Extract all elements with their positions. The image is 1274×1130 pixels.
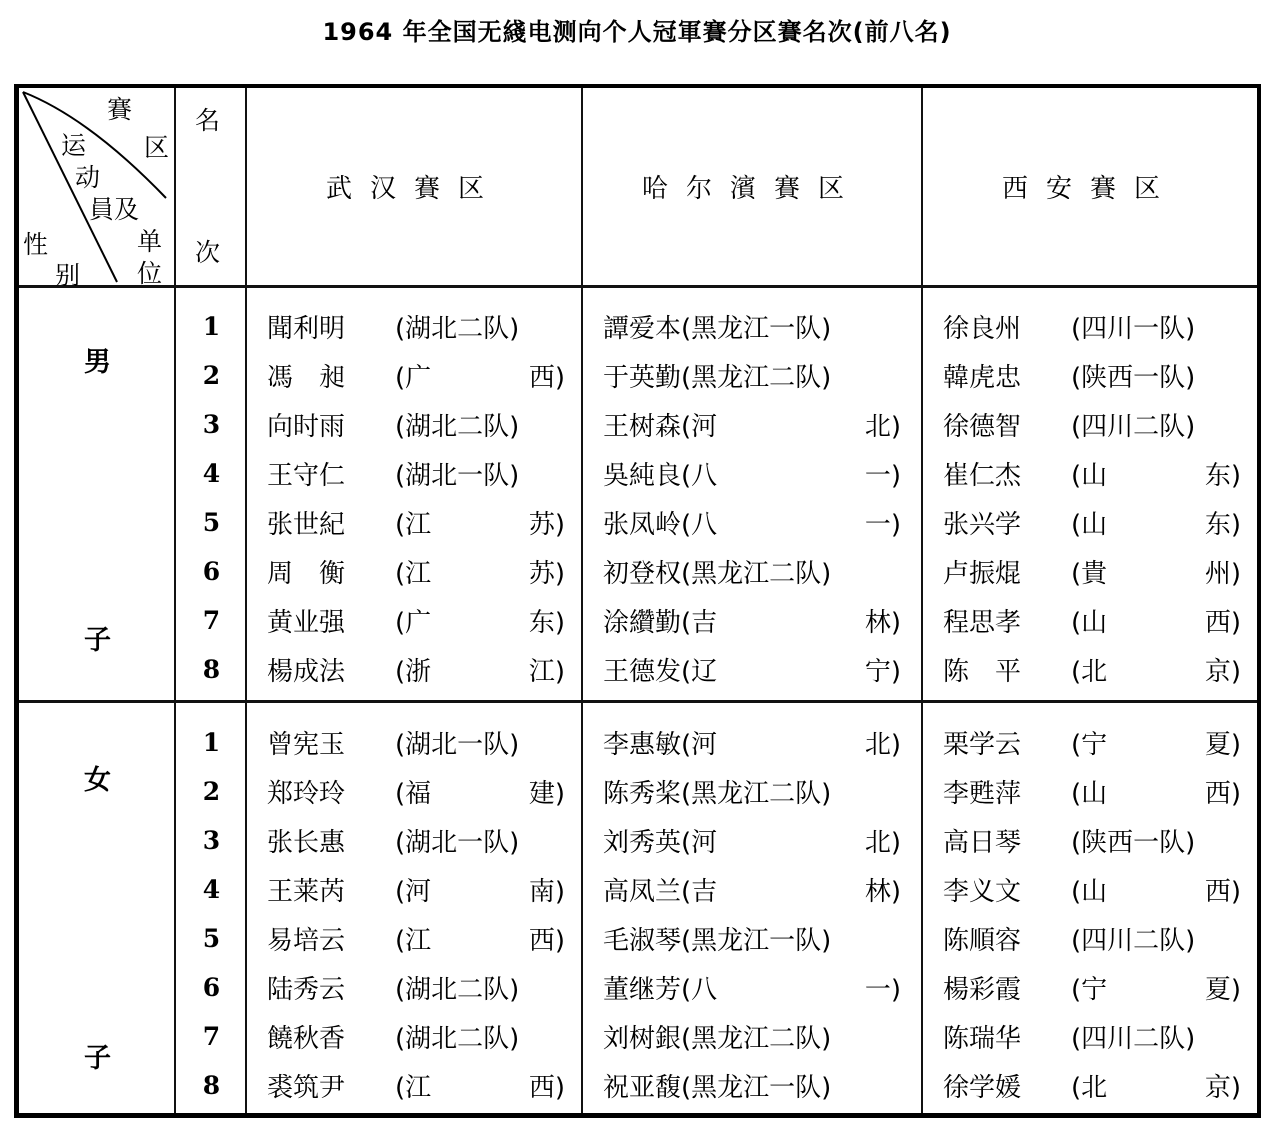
list-item <box>943 302 1243 351</box>
rank: 2 <box>202 777 221 806</box>
athlete-name: 易培云 <box>267 926 346 956</box>
region-header-xian: 西安賽区 <box>1001 174 1178 204</box>
athlete-unit: (宁 <box>1071 730 1108 760</box>
athlete-unit: (貴 <box>1071 559 1108 589</box>
list-item: 王树森 (河 北) <box>603 400 903 449</box>
athlete-unit: (黑龙江一队) <box>681 314 832 344</box>
list-item <box>603 1012 903 1061</box>
list-item <box>267 963 567 1012</box>
list-item <box>603 302 903 351</box>
athlete-name: 涂纘勤 <box>603 608 682 638</box>
athlete-unit: (陕西一队) <box>1071 363 1196 393</box>
corner-unit-1: 单 <box>137 227 163 256</box>
corner-athlete-2: 动 <box>75 163 101 192</box>
athlete-unit: (河 <box>395 877 432 907</box>
male-xian-list <box>943 302 1243 694</box>
list-item <box>267 302 567 351</box>
athlete-name: 祝亚馥 <box>603 1073 682 1103</box>
athlete-name: 陆秀云 <box>267 975 346 1005</box>
athlete-unit: (河 <box>681 412 718 442</box>
athlete-unit: (黑龙江一队) <box>681 1073 832 1103</box>
list-item <box>943 914 1243 963</box>
rank: 4 <box>202 875 221 904</box>
list-item: 陈 平 (北 京) <box>943 645 1243 694</box>
athlete-name: 陈秀桨 <box>603 779 682 809</box>
athlete-unit: (湖北二队) <box>395 1024 520 1054</box>
corner-header <box>19 88 176 290</box>
list-item: 张兴学 (山 东) <box>943 498 1243 547</box>
list-item <box>943 816 1243 865</box>
athlete-unit: (湖北二队) <box>395 314 520 344</box>
female-wuhan-list <box>267 718 567 1110</box>
list-item: 刘秀英 (河 北) <box>603 816 903 865</box>
rank: 5 <box>202 508 221 537</box>
athlete-unit: (山 <box>1071 877 1108 907</box>
athlete-name: 张兴学 <box>943 510 1022 540</box>
list-item <box>267 400 567 449</box>
divider-header <box>19 285 1257 288</box>
athlete-unit: (江 <box>395 926 432 956</box>
athlete-name: 譚爱本 <box>603 314 682 344</box>
rank: 8 <box>202 1071 221 1100</box>
list-item <box>603 1061 903 1110</box>
athlete-unit: (八 <box>681 975 718 1005</box>
region-header-wuhan: 武汉賽区 <box>325 174 502 204</box>
male-harbin-list <box>603 302 903 694</box>
list-item: 楊彩霞 (宁 夏) <box>943 963 1243 1012</box>
rank: 7 <box>202 1022 221 1051</box>
list-item: 卢振焜 (貴 州) <box>943 547 1243 596</box>
list-item: 高凤兰 (吉 林) <box>603 865 903 914</box>
rank: 5 <box>202 924 221 953</box>
athlete-name: 周 衡 <box>267 559 346 589</box>
list-item <box>267 449 567 498</box>
female-ranks <box>176 718 247 1110</box>
rank-header-1: 名 <box>195 106 221 135</box>
athlete-name: 黄业强 <box>267 608 346 638</box>
list-item: 王莱芮 (河 南) <box>267 865 567 914</box>
list-item: 崔仁杰 (山 东) <box>943 449 1243 498</box>
athlete-name: 馮 昶 <box>267 363 346 393</box>
rank-header-2: 次 <box>195 238 221 267</box>
athlete-name: 陈 平 <box>943 657 1022 687</box>
athlete-unit: (山 <box>1071 510 1108 540</box>
athlete-name: 张长惠 <box>267 828 346 858</box>
list-item: 吳純良 (八 一) <box>603 449 903 498</box>
male-wuhan-list <box>267 302 567 694</box>
athlete-unit: (河 <box>681 730 718 760</box>
athlete-name: 徐学媛 <box>943 1073 1022 1103</box>
athlete-name: 饒秋香 <box>267 1024 346 1054</box>
athlete-unit: (黑龙江二队) <box>681 1024 832 1054</box>
athlete-unit: (广 <box>395 608 432 638</box>
male-label-2: 子 <box>84 625 111 656</box>
rank: 1 <box>202 728 221 757</box>
athlete-unit: (北 <box>1071 657 1108 687</box>
athlete-name: 崔仁杰 <box>943 461 1022 491</box>
list-item <box>603 547 903 596</box>
list-item: 郑玲玲 (福 建) <box>267 767 567 816</box>
list-item: 王德发 (辽 宁) <box>603 645 903 694</box>
athlete-name: 郑玲玲 <box>267 779 346 809</box>
athlete-name: 聞利明 <box>267 314 346 344</box>
athlete-name: 高凤兰 <box>603 877 682 907</box>
rank: 3 <box>202 826 221 855</box>
list-item: 徐学媛 (北 京) <box>943 1061 1243 1110</box>
athlete-unit: (湖北一队) <box>395 461 520 491</box>
rank: 2 <box>202 361 221 390</box>
athlete-name: 陈瑞华 <box>943 1024 1022 1054</box>
list-item: 裘筑尹 (江 西) <box>267 1061 567 1110</box>
athlete-unit: (四川二队) <box>1071 412 1196 442</box>
athlete-name: 李义文 <box>943 877 1022 907</box>
list-item <box>267 1012 567 1061</box>
list-item <box>943 1012 1243 1061</box>
athlete-unit: (湖北二队) <box>395 412 520 442</box>
athlete-unit: (北 <box>1071 1073 1108 1103</box>
list-item: 黄业强 (广 东) <box>267 596 567 645</box>
rank: 6 <box>202 557 221 586</box>
rank: 4 <box>202 459 221 488</box>
female-label-2: 子 <box>84 1043 111 1074</box>
athlete-name: 楊彩霞 <box>943 975 1022 1005</box>
divider-wuhan-harbin <box>581 88 583 1113</box>
list-item: 周 衡 (江 苏) <box>267 547 567 596</box>
female-xian-list <box>943 718 1243 1110</box>
athlete-name: 刘秀英 <box>603 828 682 858</box>
athlete-unit: (湖北一队) <box>395 730 520 760</box>
list-item: 楊成法 (浙 江) <box>267 645 567 694</box>
athlete-unit: (福 <box>395 779 432 809</box>
list-item: 易培云 (江 西) <box>267 914 567 963</box>
athlete-name: 曾宪玉 <box>267 730 346 760</box>
list-item: 程思孝 (山 西) <box>943 596 1243 645</box>
athlete-name: 吳純良 <box>603 461 682 491</box>
list-item: 栗学云 (宁 夏) <box>943 718 1243 767</box>
athlete-unit: (山 <box>1071 608 1108 638</box>
male-ranks <box>176 302 247 694</box>
region-header-harbin: 哈尔濱賽区 <box>641 174 862 204</box>
divider-male-female <box>19 700 1257 703</box>
rank: 1 <box>202 312 221 341</box>
athlete-name: 高日琴 <box>943 828 1022 858</box>
athlete-name: 张世紀 <box>267 510 346 540</box>
athlete-name: 董继芳 <box>603 975 682 1005</box>
list-item: 张凤岭 (八 一) <box>603 498 903 547</box>
athlete-unit: (江 <box>395 510 432 540</box>
athlete-name: 王莱芮 <box>267 877 346 907</box>
athlete-unit: (吉 <box>681 608 718 638</box>
athlete-unit: (浙 <box>395 657 432 687</box>
athlete-unit: (宁 <box>1071 975 1108 1005</box>
athlete-name: 楊成法 <box>267 657 346 687</box>
list-item <box>603 767 903 816</box>
athlete-name: 王德发 <box>603 657 682 687</box>
athlete-name: 于英勤 <box>603 363 682 393</box>
corner-region-2: 区 <box>144 133 170 162</box>
athlete-unit: (江 <box>395 559 432 589</box>
athlete-unit: (山 <box>1071 779 1108 809</box>
table-title: 1964 年全国无綫电测向个人冠軍賽分区賽名次(前八名) <box>322 18 952 46</box>
athlete-unit: (黑龙江一队) <box>681 926 832 956</box>
corner-athlete-3: 員及 <box>89 195 140 224</box>
list-item: 李甦萍 (山 西) <box>943 767 1243 816</box>
corner-region-1: 賽 <box>107 95 133 124</box>
list-item: 馮 昶 (广 西) <box>267 351 567 400</box>
athlete-name: 毛淑琴 <box>603 926 682 956</box>
athlete-name: 王守仁 <box>267 461 346 491</box>
list-item: 涂纘勤 (吉 林) <box>603 596 903 645</box>
athlete-unit: (辽 <box>681 657 718 687</box>
athlete-unit: (八 <box>681 461 718 491</box>
list-item <box>603 351 903 400</box>
athlete-name: 王树森 <box>603 412 682 442</box>
list-item <box>267 718 567 767</box>
athlete-unit: (湖北二队) <box>395 975 520 1005</box>
athlete-name: 向时雨 <box>267 412 346 442</box>
rank: 7 <box>202 606 221 635</box>
list-item <box>267 816 567 865</box>
corner-athlete-1: 运 <box>61 131 87 160</box>
athlete-unit: (四川一队) <box>1071 314 1196 344</box>
rank: 3 <box>202 410 221 439</box>
athlete-unit: (湖北一队) <box>395 828 520 858</box>
athlete-unit: (黑龙江二队) <box>681 363 832 393</box>
results-table <box>14 84 1261 1118</box>
corner-gender-1: 性 <box>23 230 49 259</box>
male-label-1: 男 <box>84 347 111 378</box>
athlete-name: 陈順容 <box>943 926 1022 956</box>
athlete-name: 李甦萍 <box>943 779 1022 809</box>
rank: 8 <box>202 655 221 684</box>
athlete-unit: (河 <box>681 828 718 858</box>
list-item: 李惠敏 (河 北) <box>603 718 903 767</box>
athlete-name: 韓虎忠 <box>943 363 1022 393</box>
athlete-name: 李惠敏 <box>603 730 682 760</box>
corner-unit-2: 位 <box>137 259 163 288</box>
athlete-unit: (四川二队) <box>1071 1024 1196 1054</box>
athlete-unit: (山 <box>1071 461 1108 491</box>
list-item <box>943 351 1243 400</box>
athlete-name: 裘筑尹 <box>267 1073 346 1103</box>
athlete-unit: (广 <box>395 363 432 393</box>
rank: 6 <box>202 973 221 1002</box>
athlete-name: 徐良州 <box>943 314 1022 344</box>
list-item: 李义文 (山 西) <box>943 865 1243 914</box>
athlete-name: 栗学云 <box>943 730 1022 760</box>
athlete-name: 刘树銀 <box>603 1024 682 1054</box>
athlete-unit: (四川二队) <box>1071 926 1196 956</box>
athlete-name: 初登权 <box>603 559 682 589</box>
divider-harbin-xian <box>921 88 923 1113</box>
female-label-1: 女 <box>84 765 111 796</box>
athlete-unit: (江 <box>395 1073 432 1103</box>
athlete-name: 徐德智 <box>943 412 1022 442</box>
list-item: 张世紀 (江 苏) <box>267 498 567 547</box>
athlete-unit: (黑龙江二队) <box>681 559 832 589</box>
athlete-name: 张凤岭 <box>603 510 682 540</box>
athlete-unit: (黑龙江二队) <box>681 779 832 809</box>
corner-gender-2: 别 <box>55 261 81 290</box>
list-item <box>943 400 1243 449</box>
athlete-name: 程思孝 <box>943 608 1022 638</box>
list-item: 董继芳 (八 一) <box>603 963 903 1012</box>
athlete-unit: (吉 <box>681 877 718 907</box>
list-item <box>603 914 903 963</box>
athlete-unit: (八 <box>681 510 718 540</box>
female-harbin-list <box>603 718 903 1110</box>
athlete-unit: (陕西一队) <box>1071 828 1196 858</box>
athlete-name: 卢振焜 <box>943 559 1022 589</box>
